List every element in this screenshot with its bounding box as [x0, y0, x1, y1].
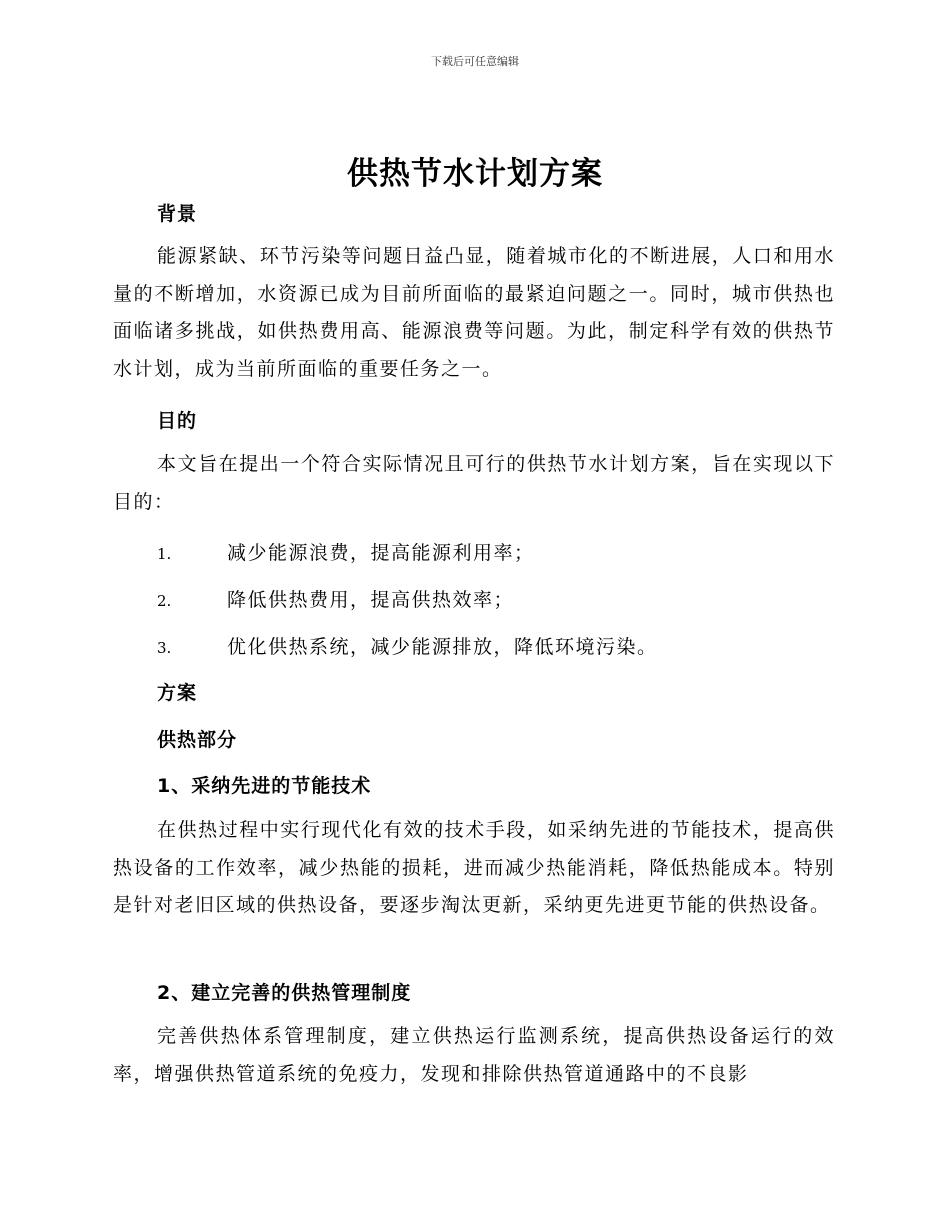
section-heading-background: 背景: [157, 203, 198, 225]
list-item-number: 3.: [157, 639, 172, 657]
list-item: [157, 585, 837, 612]
list-item-text: 减少能源浪费，提高能源利用率；: [227, 542, 535, 564]
list-item: [157, 632, 837, 659]
list-item-text: 降低供热费用，提高供热效率；: [227, 589, 515, 611]
list-item-number: 1.: [157, 545, 172, 563]
document-title: 供热节水计划方案: [347, 156, 603, 192]
list-item: [157, 538, 837, 565]
list-item-text: 优化供热系统，减少能源排放，降低环境污染。: [227, 636, 658, 658]
paragraph-subsection-1: 在供热过程中实行现代化有效的技术手段，如采纳先进的节能技术，提高供热设备的工作效率，减少热能的损耗，进而减少热能消耗，降低热能成本。特别是针对老旧区域的供热设备，要逐步淘汰更新，采纳更先进更节能的供热设备。: [113, 819, 835, 916]
page-header-note: 下载后可任意编辑: [431, 55, 519, 68]
subsection-heading-2: 2、建立完善的供热管理制度: [157, 982, 412, 1004]
section-heading-heating: 供热部分: [157, 729, 238, 751]
paragraph-subsection-2: 完善供热体系管理制度，建立供热运行监测系统，提高供热设备运行的效率，增强供热管道系统的免疫力，发现和排除供热管道通路中的不良影: [113, 1025, 835, 1085]
section-heading-plan: 方案: [157, 682, 198, 704]
paragraph-background: 能源紧缺、环节污染等问题日益凸显，随着城市化的不断进展，人口和用水量的不断增加，水资源已成为目前所面临的最紧迫问题之一。同时，城市供热也面临诸多挑战，如供热费用高、能源浪费等问题。为此，制定科学有效的供热节水计划，成为当前所面临的重要任务之一。: [113, 245, 835, 380]
list-item-number: 2.: [157, 592, 172, 610]
paragraph-purpose: 本文旨在提出一个符合实际情况且可行的供热节水计划方案，旨在实现以下目的：: [113, 453, 835, 513]
subsection-heading-1: 1、采纳先进的节能技术: [157, 775, 372, 797]
section-heading-purpose: 目的: [157, 410, 198, 432]
